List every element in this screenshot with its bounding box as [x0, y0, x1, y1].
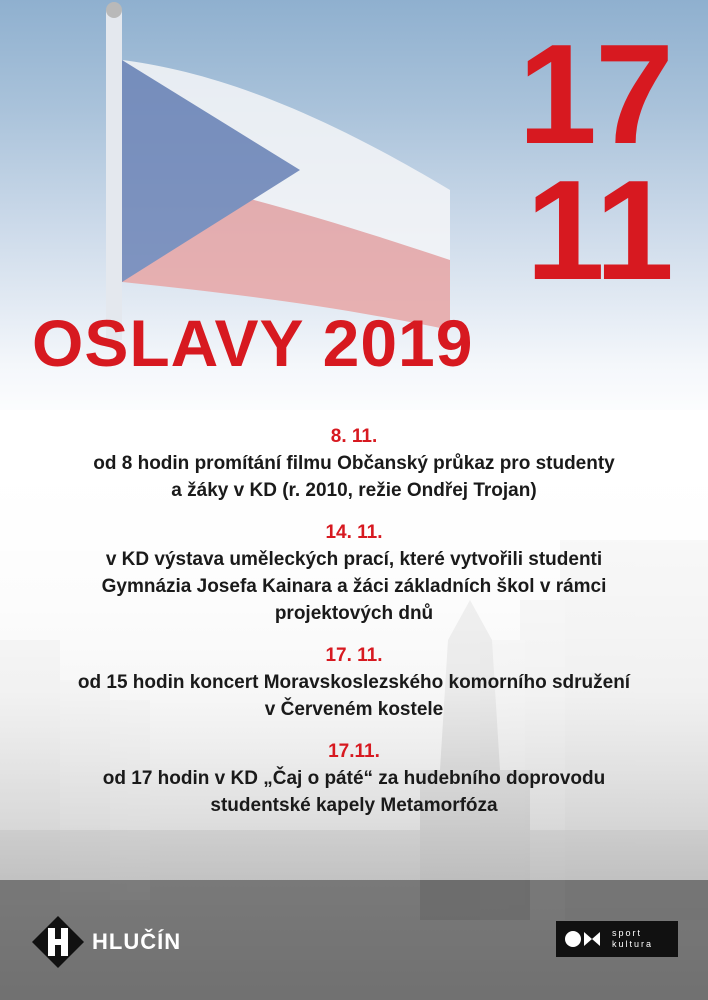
event-line: v KD výstava uměleckých prací, které vytvořili studenti: [105, 549, 603, 570]
headline: OSLAVY 2019: [32, 306, 474, 380]
event-item: [0, 520, 708, 627]
event-date: 14. 11.: [325, 522, 383, 543]
czech-flag: [122, 60, 450, 330]
event-item: [0, 643, 708, 723]
event-item: [0, 424, 708, 504]
event-line: v Červeném kostele: [264, 699, 444, 720]
event-date: 17.11.: [328, 741, 380, 762]
hlucin-logo: [30, 914, 181, 970]
flagpole: [106, 10, 122, 340]
date-month: 11: [525, 151, 672, 310]
sport-kultura-emblem-icon: [564, 929, 604, 949]
sport-kultura-logo: [556, 921, 678, 957]
event-list: [0, 424, 708, 835]
event-line: a žáky v KD (r. 2010, režie Ondřej Trojan): [171, 480, 537, 501]
hlucin-emblem-icon: [30, 914, 86, 970]
date-day: 17: [518, 15, 672, 174]
event-line: od 15 hodin koncert Moravskoslezského komorního sdružení: [77, 672, 631, 693]
event-line: studentské kapely Metamorfóza: [210, 795, 498, 816]
event-item: [0, 739, 708, 819]
partner-line-kultura: kultura: [612, 939, 654, 949]
event-line: od 17 hodin v KD „Čaj o páté“ za hudebního doprovodu: [102, 768, 606, 789]
city-name: HLUČÍN: [92, 929, 182, 954]
event-line: od 8 hodin promítání filmu Občanský průkaz pro studenty: [93, 453, 615, 474]
event-line: projektových dnů: [274, 603, 434, 624]
flagpole-finial: [106, 2, 122, 18]
partner-line-sport: sport: [612, 928, 643, 938]
event-line: Gymnázia Josefa Kainara a žáci základních škol v rámci: [101, 576, 607, 597]
event-date: 8. 11.: [330, 426, 378, 447]
event-date: 17. 11.: [325, 645, 383, 666]
